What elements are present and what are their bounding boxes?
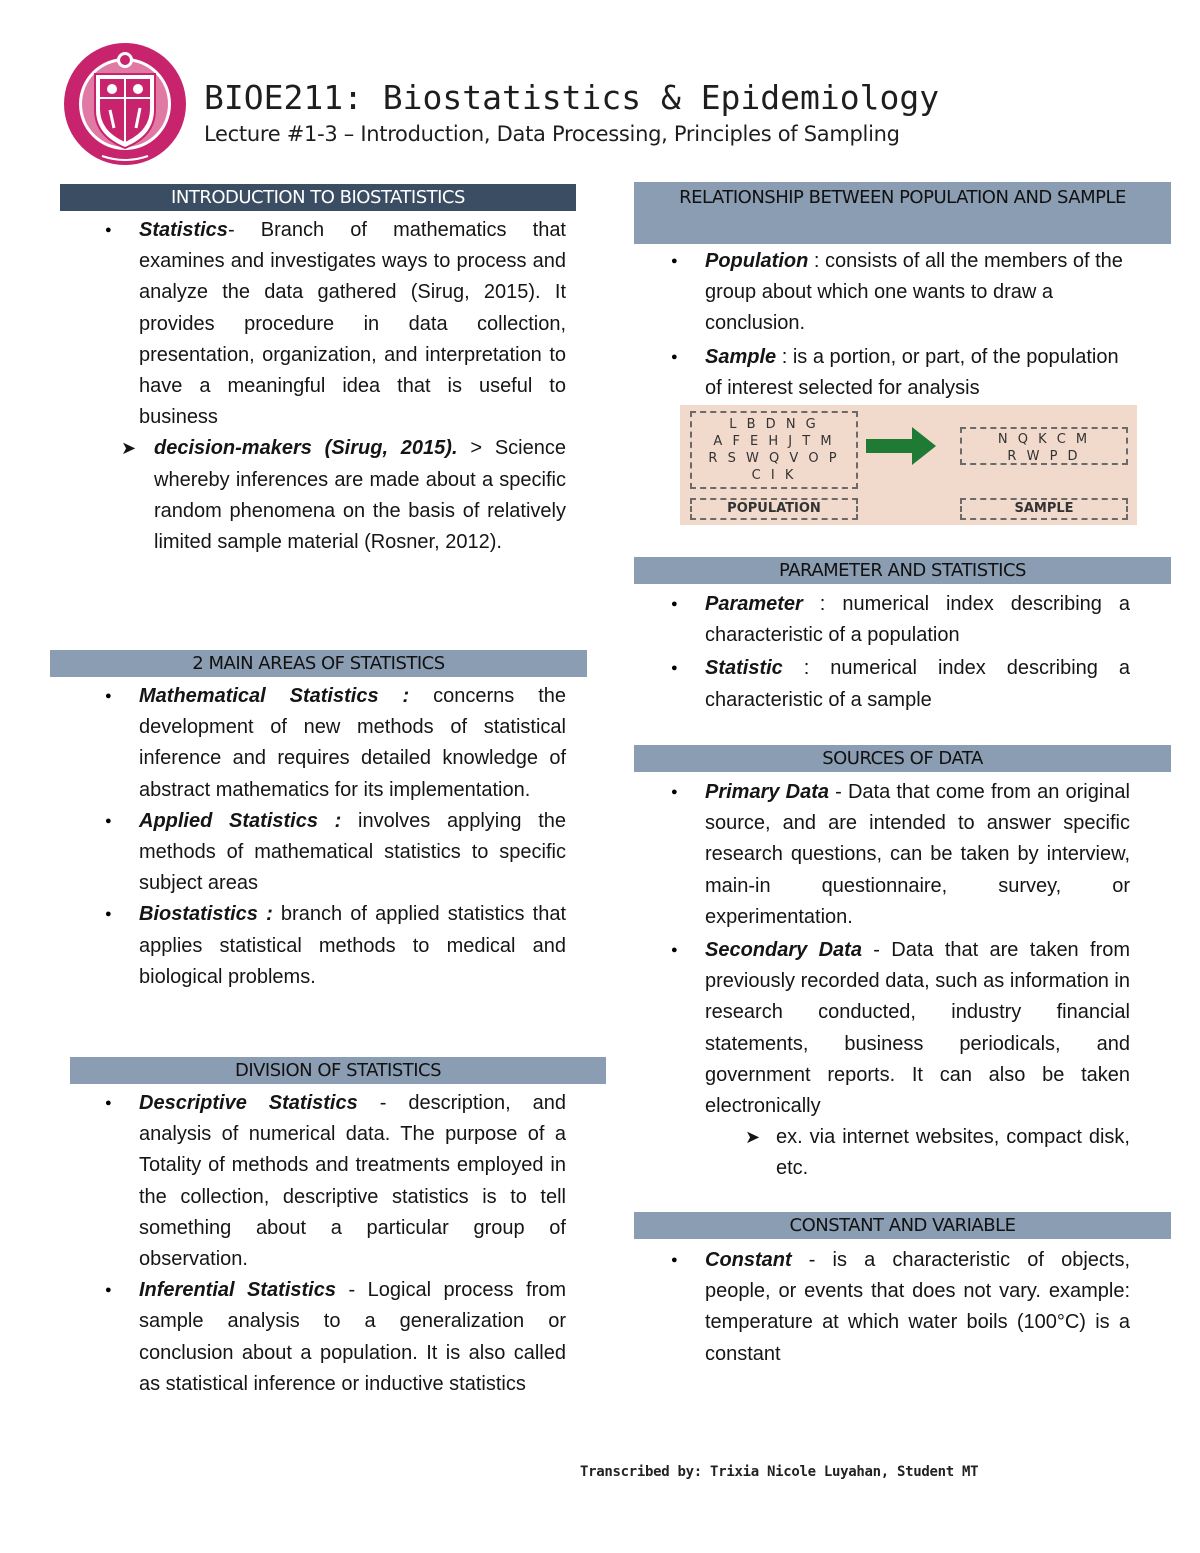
list-item <box>650 777 1130 933</box>
population-label: POPULATION <box>690 498 858 520</box>
list-item <box>84 681 566 806</box>
definition-text: - description, and analysis of numerical data. The purpose of a Totality of methods and treatments employed in the collection, descriptive statistics is to tell something about a particular group of observation. <box>139 1092 566 1271</box>
sub-text: ex. via internet websites, compact disk, etc. <box>776 1126 1130 1180</box>
definition-text: concerns the development of new methods of statistical inference and requires detailed knowledge of abstract mathematics for its implementation. <box>139 685 566 801</box>
letters-row: C I K <box>751 468 797 483</box>
university-seal-icon <box>62 38 188 170</box>
definition-text: - Data that are taken from previously recorded data, such as information in research conducted, industry financial statements, business periodicals, and government reports. It can also be taken electronically <box>705 939 1131 1118</box>
list-item <box>650 1245 1130 1370</box>
definition-text: : consists of all the members of the group about which one wants to draw a conclusion. <box>705 250 1123 335</box>
term: Statistic <box>705 657 783 680</box>
section-heading: RELATIONSHIP BETWEEN POPULATION AND SAMPLE <box>634 182 1171 244</box>
division-list <box>84 1088 566 1400</box>
section-sources <box>634 745 1171 772</box>
list-item <box>650 246 1130 340</box>
list-item <box>84 1088 566 1275</box>
term: Applied Statistics : <box>139 809 342 832</box>
list-item <box>650 653 1130 715</box>
section-division <box>70 1057 606 1084</box>
list-item <box>84 1275 566 1400</box>
section-main-areas <box>50 650 587 677</box>
definition-text: - is a characteristic of objects, people, or events that does not vary. example: temperature at which water boils (100°C) is a constant <box>705 1249 1130 1365</box>
list-item <box>650 342 1130 404</box>
transcriber-credit: Transcribed by: Trixia Nicole Luyahan, Student MT <box>580 1464 979 1480</box>
term: Parameter <box>705 593 803 615</box>
list-item <box>650 589 1130 651</box>
definition-text: - Branch of mathematics that examines and investigates ways to process and analyze the data gathered (Sirug, 2015). It provides procedure in data collection, presentation, organization, and interpretation to have a meaningful idea that is useful to business <box>139 219 566 429</box>
parameter-list <box>650 589 1130 716</box>
section-heading: SOURCES OF DATA <box>634 745 1171 772</box>
right-arrow-icon <box>866 425 938 467</box>
list-item <box>84 899 566 993</box>
sources-list <box>650 777 1130 1185</box>
introduction-list <box>84 215 566 558</box>
section-introduction <box>60 184 576 211</box>
term: Inferential Statistics <box>139 1279 336 1302</box>
sub-list-item <box>84 433 566 558</box>
letters-row: A F E H J T M <box>713 434 835 449</box>
constant-list <box>650 1245 1130 1370</box>
term: Constant <box>705 1249 792 1271</box>
section-heading: INTRODUCTION TO BIOSTATISTICS <box>60 184 576 211</box>
letters-row: L B D N G <box>729 417 819 432</box>
section-heading: 2 MAIN AREAS OF STATISTICS <box>50 650 587 677</box>
list-item <box>84 806 566 900</box>
letters-row: N Q K C M <box>997 432 1091 447</box>
definition-text: - Logical process from sample analysis to a generalization or conclusion about a population. It is also called as statistical inference or inductive statistics <box>139 1279 567 1395</box>
letters-row: R W P D <box>1007 449 1081 464</box>
document-title: BIOE211: Biostatistics & Epidemiology <box>204 78 940 117</box>
definition-text: involves applying the methods of mathematical statistics to specific subject areas <box>139 809 566 895</box>
section-parameter <box>634 557 1171 584</box>
main-areas-list <box>84 681 566 993</box>
list-item <box>650 935 1130 1122</box>
section-relationship <box>634 182 1171 244</box>
document-subtitle: Lecture #1-3 – Introduction, Data Processing, Principles of Sampling <box>204 122 900 146</box>
term: Population <box>705 250 809 272</box>
term: Mathematical Statistics : <box>139 685 410 707</box>
definition-text: : numerical index describing a characteristic of a population <box>705 593 1130 647</box>
sample-label: SAMPLE <box>960 498 1128 520</box>
section-heading: CONSTANT AND VARIABLE <box>634 1212 1171 1239</box>
arrow-bullet-icon: ➤ <box>121 438 137 459</box>
term: Biostatistics : <box>139 903 273 926</box>
sub-term: decision-makers (Sirug, 2015). <box>154 437 458 460</box>
definition-text: branch of applied statistics that applies statistical methods to medical and biological problems. <box>139 903 566 988</box>
sub-list-item <box>650 1122 1130 1184</box>
letters-row: R S W Q V O P <box>708 451 840 466</box>
sample-letters-box <box>960 427 1128 465</box>
section-constant <box>634 1212 1171 1239</box>
term-statistics: Statistics <box>139 219 228 241</box>
term: Sample <box>705 345 777 368</box>
sub-text: > Science whereby inferences are made about a specific random phenomena on the basis of relatively limited sample material (Rosner, 2012). <box>154 437 566 554</box>
arrow-bullet-icon: ➤ <box>745 1127 761 1148</box>
list-item <box>84 215 566 433</box>
definition-text: : is a portion, or part, of the population of interest selected for analysis <box>705 345 1119 399</box>
definition-text: : numerical index describing a characteristic of a sample <box>705 657 1130 711</box>
section-heading: PARAMETER AND STATISTICS <box>634 557 1171 584</box>
definition-text: - Data that come from an original source, and are intended to answer specific research questions, can be taken by interview, main-in questionnaire, survey, or experimentation. <box>705 781 1130 928</box>
population-letters-box <box>690 411 858 489</box>
relationship-list <box>650 246 1130 404</box>
population-sample-figure <box>680 405 1137 525</box>
term: Descriptive Statistics <box>139 1092 358 1114</box>
section-heading: DIVISION OF STATISTICS <box>70 1057 606 1084</box>
term: Primary Data <box>705 781 829 803</box>
term: Secondary Data <box>705 939 862 962</box>
